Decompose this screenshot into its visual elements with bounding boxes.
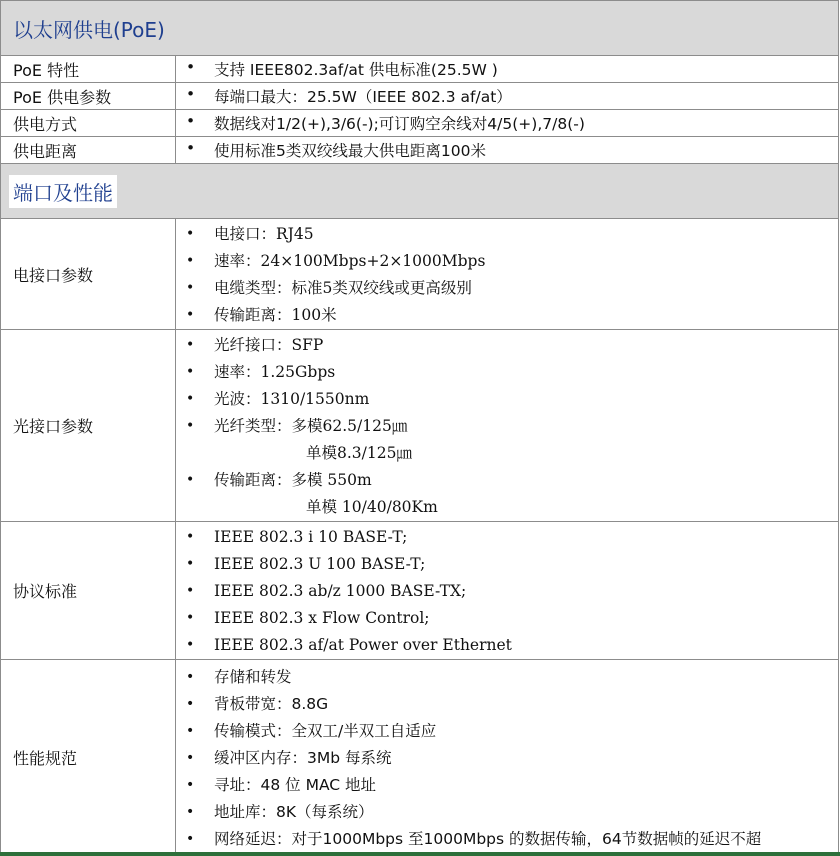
list-item: • 地址库：8K（每系统） <box>176 799 838 826</box>
list-item: • 光波：1310/1550nm <box>176 386 838 413</box>
row-label: PoE 特性 <box>13 60 80 80</box>
row-value: • 支持 IEEE802.3af/at 供电标准(25.5W ) <box>176 58 838 80</box>
list-item: • 光纤类型：多模62.5/125㎛ <box>176 413 838 440</box>
list-item: • 缓冲区内存：3Mb 每系统 <box>176 745 838 772</box>
optical-label: 光接口参数 <box>13 417 94 436</box>
protocol-label: 协议标准 <box>13 582 78 601</box>
protocol-list <box>176 522 838 659</box>
row-value: • 使用标准5类双绞线最大供电距离100米 <box>176 139 838 161</box>
optical-list <box>176 330 838 521</box>
row-label: 供电距离 <box>13 141 78 161</box>
list-item: • 存储和转发 <box>176 664 838 691</box>
list-item: • IEEE 802.3 i 10 BASE-T; <box>176 524 838 551</box>
optical-row <box>1 330 839 522</box>
ports-section-header <box>1 164 839 219</box>
list-item: • 传输距离：100米 <box>176 302 838 329</box>
list-item-continuation: 单模8.3/125㎛ <box>306 444 412 462</box>
bottom-border-strip <box>0 852 840 856</box>
list-item: • 网络延迟：对于1000Mbps 至1000Mbps 的数据传输，64节数据帧的延迟不超 <box>176 826 838 853</box>
list-item: • 电缆类型：标准5类双绞线或更高级别 <box>176 275 838 302</box>
poe-row <box>1 137 839 164</box>
list-item: • IEEE 802.3 U 100 BASE-T; <box>176 551 838 578</box>
list-item: • 电接口：RJ45 <box>176 221 838 248</box>
list-item: • 背板带宽：8.8G <box>176 691 838 718</box>
list-item-continuation: 单模 10/40/80Km <box>306 498 438 516</box>
poe-row <box>1 110 839 137</box>
electrical-row <box>1 219 839 330</box>
list-item: • 寻址：48 位 MAC 地址 <box>176 772 838 799</box>
row-label: PoE 供电参数 <box>13 87 112 107</box>
protocol-row <box>1 522 839 660</box>
poe-row <box>1 83 839 110</box>
electrical-label: 电接口参数 <box>13 265 94 285</box>
poe-section-title: 以太网供电(PoE) <box>13 17 165 42</box>
performance-row <box>1 660 839 855</box>
row-label: 供电方式 <box>13 114 78 134</box>
list-item: • IEEE 802.3 af/at Power over Ethernet <box>176 632 838 659</box>
row-value: • 数据线对1/2(+),3/6(-);可订购空余线对4/5(+),7/8(-) <box>176 112 838 134</box>
ports-section-title: 端口及性能 <box>9 175 117 208</box>
list-item: • 光纤接口：SFP <box>176 332 838 359</box>
poe-row <box>1 56 839 83</box>
electrical-list <box>176 219 838 329</box>
list-item: • 传输模式：全双工/半双工自适应 <box>176 718 838 745</box>
list-item: • IEEE 802.3 ab/z 1000 BASE-TX; <box>176 578 838 605</box>
row-value: • 每端口最大：25.5W（IEEE 802.3 af/at） <box>176 85 838 107</box>
list-item: • 速率：1.25Gbps <box>176 359 838 386</box>
performance-list <box>176 662 838 853</box>
poe-section-header <box>1 1 839 56</box>
list-item: • 速率：24×100Mbps+2×1000Mbps <box>176 248 838 275</box>
list-item: • IEEE 802.3 x Flow Control; <box>176 605 838 632</box>
list-item: • 传输距离：多模 550m <box>176 467 838 494</box>
performance-label: 性能规范 <box>13 748 78 768</box>
